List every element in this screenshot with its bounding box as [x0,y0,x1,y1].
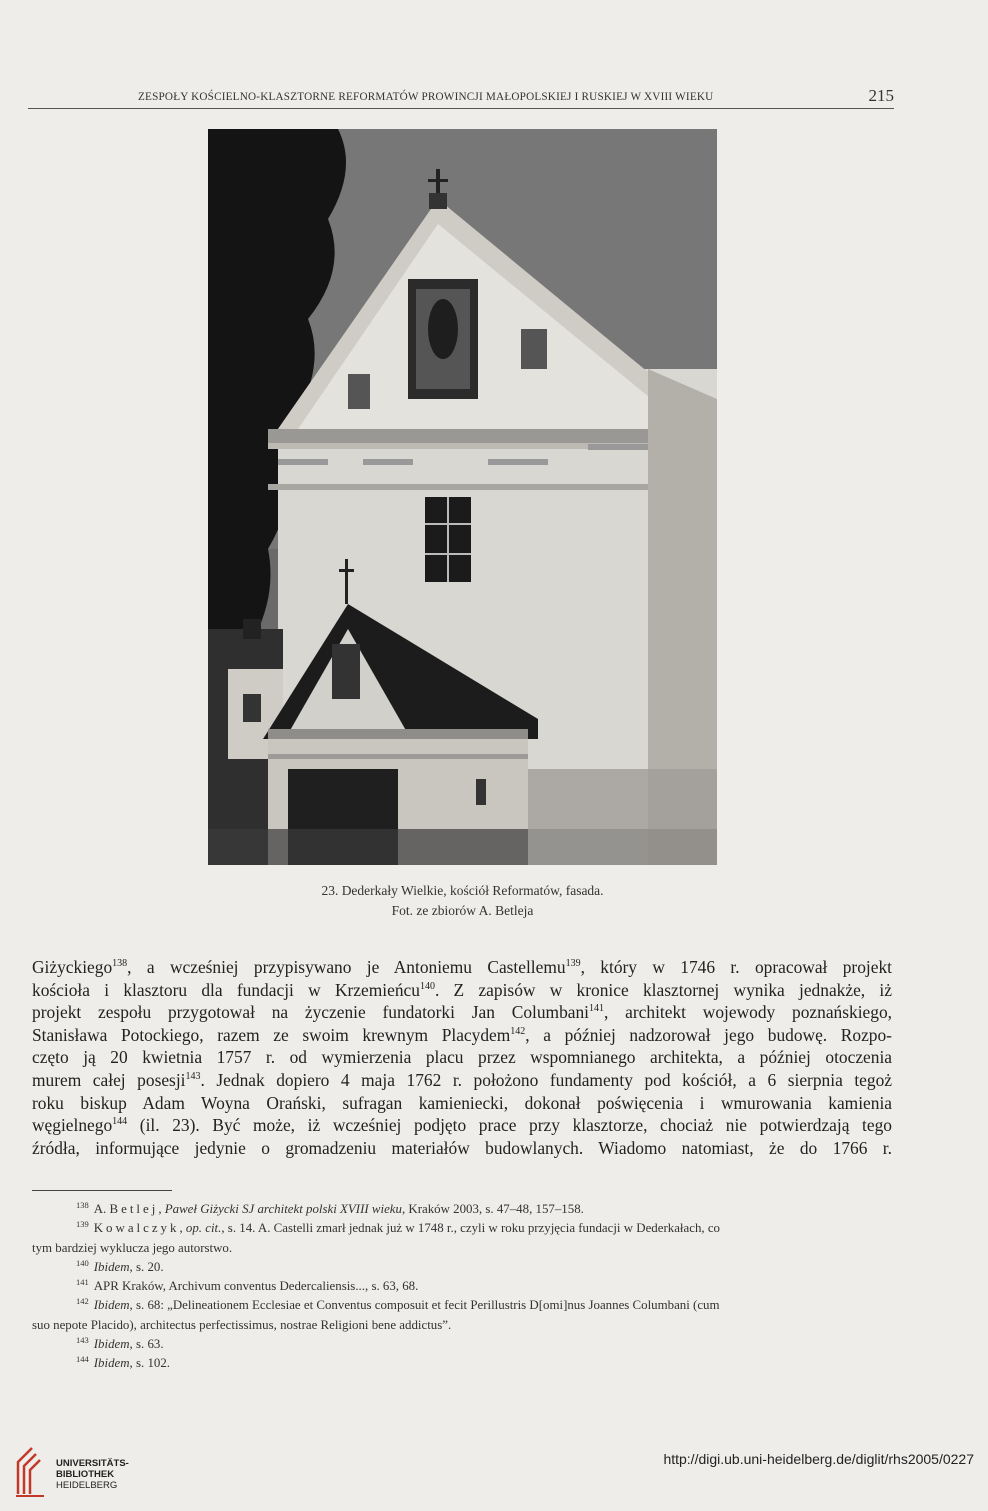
library-logo-icon [10,1444,50,1498]
footnote-number: 139 [76,1219,89,1230]
footnote-first-line [32,1296,894,1315]
text-run: , [179,1221,186,1236]
text-run: APR Kraków, Archivum conventus Dedercaliensis..., s. 63, 68. [93,1279,419,1294]
body-line [32,979,892,1002]
footnote-number: 143 [76,1335,89,1346]
text-run: A. [93,1202,110,1216]
text-run: Giżyckiego [32,957,113,977]
footnote-ref: 141 [589,1003,605,1015]
body-paragraph [32,956,892,1159]
library-line-3: HEIDELBERG [56,1480,118,1491]
italic-text: Ibidem [93,1259,130,1274]
footnote-first-line [32,1277,894,1296]
text-run: , s. 14. A. Castelli zmarł jednak już w 1748 r., czyli w roku przyjęcia fundacji w Dederkałach, co [221,1221,720,1236]
text-run: roku biskup Adam Woyna Orański, sufragan kamieniecki, dokonał poświęcenia i wmurowania kamienia [32,1092,892,1113]
library-name [56,1458,129,1491]
text-run: , s. 63. [129,1337,164,1352]
footnotes [32,1200,894,1374]
footnote-continuation: suo nepote Placido), architectus perfectissimus, nostrae Religioni bene addictus”. [32,1317,452,1332]
footnote-continuation: tym bardziej wyklucza jego autorstwo. [32,1240,233,1255]
footnote-number: 138 [76,1200,89,1210]
spaced-author-name: Betlej [109,1202,159,1216]
footnote-first-line [32,1200,894,1219]
library-line-2: BIBLIOTHEK [56,1469,115,1480]
body-line [32,1114,892,1137]
footnote-ref: 139 [565,958,581,969]
text-run: , s. 102. [129,1356,171,1371]
footnote-ref: 140 [419,980,435,992]
text-run: . Z zapisów w kronice klasztornej wynika jednakże, iż [434,979,892,1000]
body-line [32,1137,892,1160]
footnote-139 [32,1219,894,1258]
text-run: , s. 20. [129,1259,164,1274]
footnote-number: 140 [76,1257,89,1268]
text-run: , s. 68: „Delineationem Ecclesiae et Conventus composuit et fecit Perillustris D[omi]nus Joannes Columbani (cum [129,1298,720,1313]
text-run: , a wcześniej przypisywano je Antoniemu Castellemu [127,957,566,977]
body-line [32,1001,892,1024]
footnote-separator [32,1190,172,1191]
text-run: , [158,1202,165,1216]
source-url-link[interactable]: http://digi.ub.uni-heidelberg.de/diglit/rhs2005/0227 [663,1451,974,1467]
footnote-number: 141 [76,1277,89,1288]
text-run: murem całej posesji [32,1069,186,1090]
library-branding [10,1444,180,1504]
text-run: (il. 23). Być może, iż wcześniej podjęto prace przy klasztorze, chociaż nie potwierdzają tego [127,1115,892,1136]
footnote-first-line [32,1258,894,1277]
body-line [32,956,892,979]
text-run: węgielnego [32,1115,113,1136]
italic-text: Paweł Giżycki SJ architekt polski XVIII wieku [164,1202,402,1216]
footnote-first-line [32,1354,894,1373]
footnote-140 [32,1258,894,1277]
italic-text: Ibidem [93,1298,130,1313]
footnote-first-line [32,1219,894,1238]
text-run: projekt zespołu przygotował na życzenie fundatorki Jan Columbani [32,1002,590,1023]
running-header [28,86,894,109]
body-line [32,1069,892,1092]
body-line [32,1046,892,1069]
italic-text: Ibidem [93,1337,130,1352]
figure-caption [208,881,717,921]
library-line-1: UNIVERSITÄTS- [56,1458,129,1469]
footnote-ref: 142 [510,1025,526,1037]
footnote-142 [32,1296,894,1335]
text-run: , a później nadzorował jego budowę. Rozpo- [525,1024,892,1045]
church-facade-photo [208,129,717,865]
text-run: . Jednak dopiero 4 maja 1762 r. położono fundamenty pod kościół, a 6 sierpnia tegoż [200,1069,892,1090]
footnote-143 [32,1335,894,1354]
footnote-first-line [32,1335,894,1354]
text-run: , architekt wojewody poznańskiego, [604,1002,892,1023]
footnote-ref: 143 [185,1070,201,1082]
spaced-author-name: Kowalczyk [93,1221,180,1236]
text-run: Stanisława Potockiego, razem ze swoim krewnym Placydem [32,1024,511,1045]
footnote-141 [32,1277,894,1296]
body-line [32,1092,892,1115]
footnote-138 [32,1200,894,1219]
footnote-number: 142 [76,1296,89,1307]
italic-text: op. cit. [185,1221,222,1236]
footnote-ref: 138 [112,958,128,969]
body-line [32,1024,892,1047]
footnote-144 [32,1354,894,1373]
page-number: 215 [868,86,894,105]
caption-line-2: Fot. ze zbiorów A. Betleja [391,903,534,918]
caption-line-1: 23. Dederkały Wielkie, kościół Reformatów, fasada. [321,883,604,898]
text-run: , Kraków 2003, s. 47–48, 157–158. [401,1202,584,1216]
footnote-number: 144 [76,1354,89,1365]
footnote-ref: 144 [112,1116,128,1128]
text-run: , który w 1746 r. opracował projekt [580,957,892,977]
running-title: ZESPOŁY KOŚCIELNO-KLASZTORNE REFORMATÓW PROWINCJI MAŁOPOLSKIEJ I RUSKIEJ W XVIII WIEKU [138,91,714,103]
italic-text: Ibidem [93,1356,130,1371]
text-run: kościoła i klasztoru dla fundacji w Krzemieńcu [32,979,420,1000]
text-run: źródła, informujące jedynie o gromadzeniu materiałów budowlanych. Wiadomo natomiast, że do 1766 r. [32,1137,892,1158]
text-run: częto ją 20 kwietnia 1757 r. od wymierzenia placu przez wspomnianego architekta, a później otoczenia [32,1047,892,1068]
